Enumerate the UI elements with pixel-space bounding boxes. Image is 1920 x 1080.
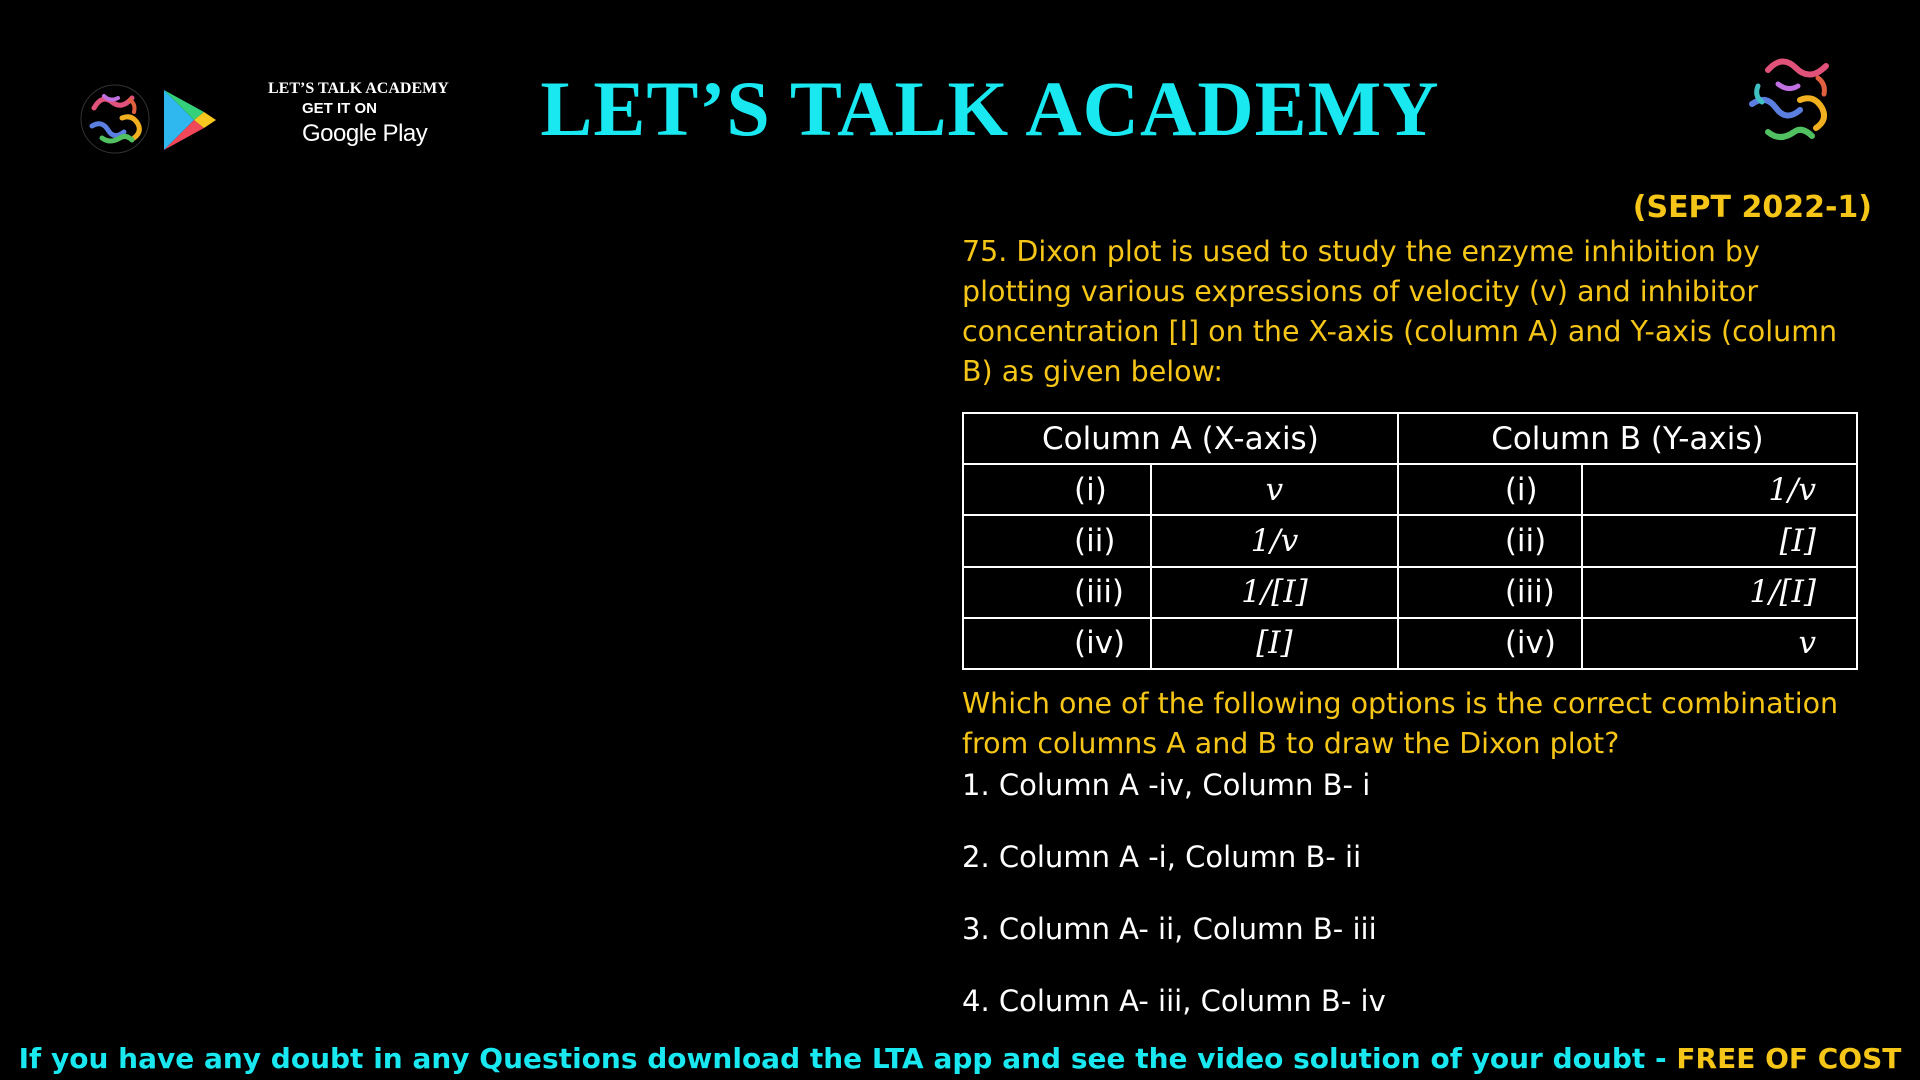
answer-options — [962, 764, 1862, 1052]
footer-highlight: FREE OF COST — [1676, 1042, 1902, 1075]
column-b-number: (ii) — [1398, 515, 1582, 566]
column-a-number: (i) — [963, 464, 1151, 515]
column-a-value: v — [1151, 464, 1398, 515]
brand-name: LET’S TALK ACADEMY — [268, 80, 449, 97]
column-a-number: (iv) — [963, 618, 1151, 669]
question-prompt: Which one of the following options is the correct combination from columns A and B to draw the Dixon plot? — [962, 687, 1839, 760]
column-b-value: v — [1582, 618, 1857, 669]
columns-table — [962, 412, 1858, 670]
column-b-value: [I] — [1582, 515, 1857, 566]
column-a-value: 1/[I] — [1151, 567, 1398, 618]
column-a-value: 1/v — [1151, 515, 1398, 566]
column-b-header: Column B (Y-axis) — [1398, 413, 1857, 464]
column-b-value: 1/v — [1582, 464, 1857, 515]
brand-block[interactable] — [74, 76, 449, 160]
option-4[interactable]: 4. Column A- iii, Column B- iv — [962, 984, 1386, 1018]
table-row — [963, 464, 1857, 515]
footer-banner — [0, 1042, 1920, 1075]
option-3[interactable]: 3. Column A- ii, Column B- iii — [962, 912, 1377, 946]
question-text: 75. Dixon plot is used to study the enzyme inhibition by plotting various expressions of velocity (v) and inhibitor concentration [I] on the X-axis (column A) and Y-axis (column B) as given below: — [962, 235, 1838, 388]
protein-structure-logo-icon — [1738, 50, 1848, 158]
table-header-row — [963, 413, 1857, 464]
column-b-number: (iii) — [1398, 567, 1582, 618]
google-play-icon — [160, 88, 218, 152]
page-title: LET’S TALK ACADEMY — [540, 65, 1440, 152]
table-row — [963, 515, 1857, 566]
google-play-badge[interactable] — [160, 76, 449, 160]
table-row — [963, 567, 1857, 618]
option-1[interactable]: 1. Column A -iv, Column B- i — [962, 768, 1371, 802]
column-a-number: (iii) — [963, 567, 1151, 618]
get-it-on-label: GET IT ON — [302, 100, 377, 117]
store-name: Google Play — [302, 120, 428, 147]
exam-tag: (SEPT 2022-1) — [1632, 190, 1872, 225]
column-b-number: (iv) — [1398, 618, 1582, 669]
column-a-number: (ii) — [963, 515, 1151, 566]
column-a-header: Column A (X-axis) — [963, 413, 1398, 464]
column-b-number: (i) — [1398, 464, 1582, 515]
footer-text: If you have any doubt in any Questions download the LTA app and see the video solution of your doubt - — [18, 1042, 1677, 1075]
column-b-value: 1/[I] — [1582, 567, 1857, 618]
option-2[interactable]: 2. Column A -i, Column B- ii — [962, 840, 1362, 874]
column-a-value: [I] — [1151, 618, 1398, 669]
table-row — [963, 618, 1857, 669]
protein-structure-logo-icon — [74, 78, 156, 160]
